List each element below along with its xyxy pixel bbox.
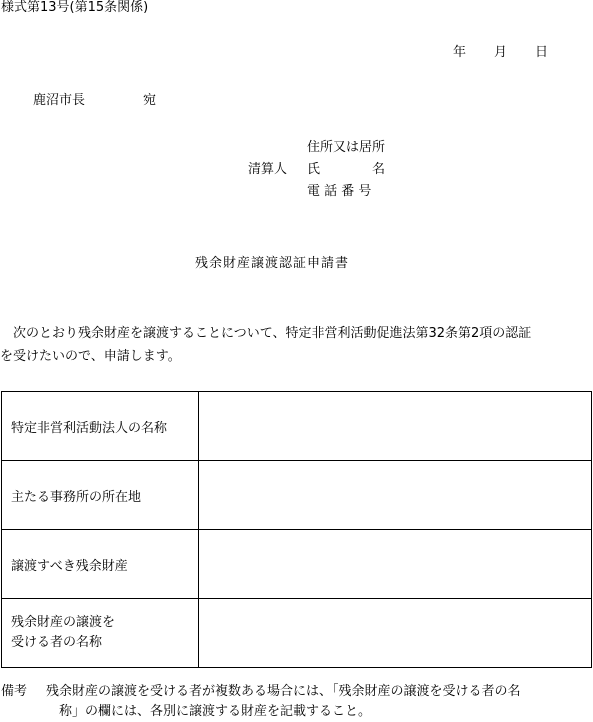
date-line	[453, 45, 548, 61]
date-day-label: 日	[535, 45, 549, 60]
address-label: 住所又は居所	[307, 140, 386, 155]
table-row	[2, 599, 592, 668]
applicant-block	[248, 137, 385, 203]
recipient-name-field[interactable]	[199, 599, 592, 668]
recipient-name-label-line-2: 受ける者の名称	[11, 635, 103, 650]
table-row	[2, 530, 592, 599]
name-label: 氏 名	[307, 162, 386, 177]
recipient-name-label	[2, 599, 199, 668]
info-table	[1, 391, 592, 668]
intro-paragraph	[0, 322, 593, 368]
applicant-role: 清算人	[248, 162, 288, 177]
date-year-label: 年	[453, 45, 467, 60]
residual-assets-field[interactable]	[199, 530, 592, 599]
applicant-phone-row	[248, 181, 385, 203]
office-location-label: 主たる事務所の所在地	[2, 461, 199, 530]
form-number: 様式第13号(第15条関係)	[1, 0, 149, 15]
table-row	[2, 392, 592, 461]
remarks-heading: 備考	[1, 684, 28, 699]
addressee	[33, 93, 156, 109]
date-month-label: 月	[494, 45, 508, 60]
remarks-line-1: 残余財産の譲渡を受ける者が複数ある場合には、「残余財産の譲渡を受ける者の名	[46, 684, 521, 699]
document-title: 残余財産譲渡認証申請書	[195, 256, 350, 271]
residual-assets-label: 譲渡すべき残余財産	[2, 530, 199, 599]
addressee-suffix: 宛	[143, 93, 157, 108]
remarks	[1, 682, 593, 722]
recipient-name-label-line-1: 残余財産の譲渡を	[11, 615, 116, 630]
corporation-name-label: 特定非営利活動法人の名称	[2, 392, 199, 461]
table-row	[2, 461, 592, 530]
applicant-address-row	[248, 137, 385, 159]
applicant-name-row	[248, 159, 385, 181]
addressee-name: 鹿沼市長	[33, 93, 86, 108]
phone-label: 電 話 番 号	[307, 184, 372, 199]
intro-line-2: を受けたいので、申請します。	[0, 349, 181, 364]
office-location-field[interactable]	[199, 461, 592, 530]
intro-line-1: 次のとおり残余財産を譲渡することについて、特定非営利活動促進法第32条第2項の認証	[13, 326, 532, 341]
remarks-line-2: 称」の欄には、各別に譲渡する財産を記載すること。	[59, 704, 372, 719]
corporation-name-field[interactable]	[199, 392, 592, 461]
